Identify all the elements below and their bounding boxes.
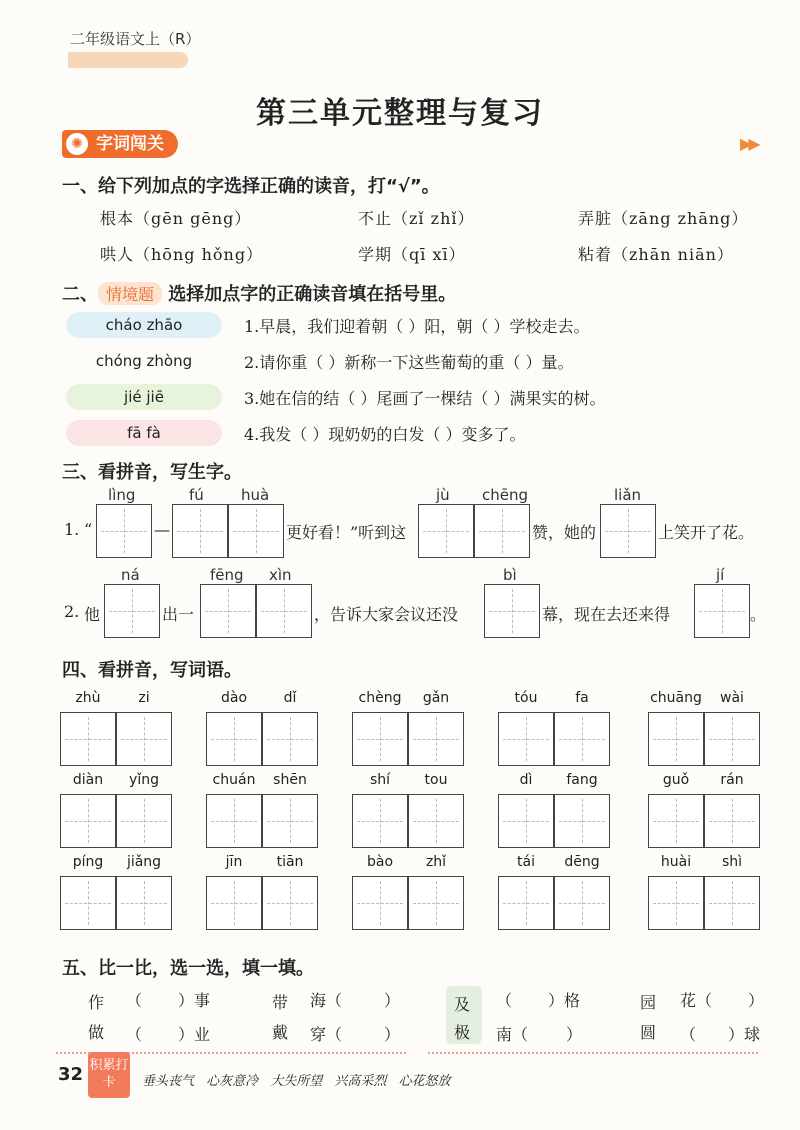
s4-pinyin: zhù bbox=[75, 690, 101, 706]
s4-pinyin: zhǐ bbox=[425, 854, 447, 870]
writing-box[interactable] bbox=[648, 794, 704, 848]
s3-pinyin: chēng bbox=[482, 486, 529, 504]
s4-pinyin: chuán bbox=[212, 772, 256, 788]
s5-text: （ bbox=[496, 991, 513, 1010]
s3-text: 上笑开了花。 bbox=[658, 523, 755, 542]
s4-pinyin: fang bbox=[566, 772, 598, 788]
writing-box[interactable] bbox=[474, 504, 530, 558]
writing-box[interactable] bbox=[116, 876, 172, 930]
s4-pinyin: rán bbox=[720, 772, 744, 788]
s5-text: 南（ bbox=[496, 1025, 529, 1044]
s3-pinyin: jù bbox=[436, 486, 450, 504]
writing-box[interactable] bbox=[408, 876, 464, 930]
idiom-list: 垂头丧气 心灰意冷 大失所望 兴高采烈 心花怒放 bbox=[142, 1074, 451, 1089]
s4-pinyin: wài bbox=[720, 690, 744, 706]
pinyin-pair: jié jiē bbox=[66, 384, 222, 410]
s4-pinyin: yǐng bbox=[129, 772, 159, 788]
s4-pinyin: chuāng bbox=[650, 690, 702, 706]
s5-text: ）格 bbox=[548, 991, 581, 1010]
s2-title-text: 选择加点字的正确读音填在括号里。 bbox=[168, 284, 457, 305]
s5-word: 圆 bbox=[640, 1023, 657, 1042]
s4-pinyin: dǐ bbox=[283, 690, 297, 706]
s4-pinyin: dào bbox=[220, 690, 248, 706]
open-quote: “ bbox=[84, 520, 93, 539]
s1-item: 学期（qī xī） bbox=[358, 245, 466, 264]
s3-pinyin: ná bbox=[121, 566, 140, 584]
writing-box[interactable] bbox=[116, 712, 172, 766]
s4-pinyin: zi bbox=[138, 690, 150, 706]
s3-text: 出一 bbox=[162, 605, 195, 624]
s5-word: 带 bbox=[272, 993, 289, 1012]
writing-box[interactable] bbox=[60, 794, 116, 848]
s5-text: ）球 bbox=[728, 1025, 761, 1044]
writing-box[interactable] bbox=[352, 794, 408, 848]
writing-box[interactable] bbox=[484, 584, 540, 638]
s5-word: 园 bbox=[640, 993, 657, 1012]
writing-box[interactable] bbox=[104, 584, 160, 638]
s4-pinyin: tái bbox=[517, 854, 535, 870]
s2-prefix: 二、 bbox=[62, 284, 98, 305]
pinyin-pair: chóng zhòng bbox=[95, 352, 193, 370]
section-5-title: 五、比一比，选一选，填一填。 bbox=[62, 958, 314, 979]
s3-text: ，告诉大家会议还没 bbox=[314, 605, 459, 624]
s3-pinyin: huà bbox=[241, 486, 270, 504]
s3-text: 幕，现在去还来得 bbox=[542, 605, 671, 624]
writing-box[interactable] bbox=[206, 712, 262, 766]
writing-box[interactable] bbox=[200, 584, 256, 638]
s5-word: 做 bbox=[88, 1023, 105, 1042]
s5-paren: ） bbox=[384, 1025, 401, 1044]
writing-box[interactable] bbox=[262, 712, 318, 766]
s4-pinyin: guǒ bbox=[662, 772, 690, 788]
s3-text: 他 bbox=[84, 605, 101, 624]
s2-sentence: 1.早晨，我们迎着朝（ ）阳，朝（ ）学校走去。 bbox=[244, 317, 590, 336]
s5-paren: ） bbox=[384, 991, 401, 1010]
page-title: 第三单元整理与复习 bbox=[256, 96, 544, 131]
s3-text: 。 bbox=[750, 605, 767, 624]
s4-pinyin: tou bbox=[424, 772, 448, 788]
s4-pinyin: tóu bbox=[514, 690, 538, 706]
s5-text: ）事 bbox=[178, 991, 211, 1010]
pinyin-pair: cháo zhāo bbox=[66, 312, 222, 338]
s3-text: 赞，她的 bbox=[532, 523, 597, 542]
s3-num: 1. bbox=[64, 520, 80, 539]
writing-box[interactable] bbox=[498, 794, 554, 848]
writing-box[interactable] bbox=[228, 504, 284, 558]
s2-sentence: 2.请你重（ ）新称一下这些葡萄的重（ ）量。 bbox=[244, 353, 574, 372]
s5-paren: （ bbox=[126, 1025, 143, 1044]
s5-text: ） bbox=[566, 1025, 583, 1044]
s4-pinyin: píng bbox=[72, 854, 104, 870]
writing-box[interactable] bbox=[206, 876, 262, 930]
s3-pinyin: bì bbox=[503, 566, 517, 584]
writing-box[interactable] bbox=[648, 712, 704, 766]
s4-pinyin: shì bbox=[721, 854, 743, 870]
s4-pinyin: tiān bbox=[276, 854, 304, 870]
s1-item: 不止（zǐ zhǐ） bbox=[358, 209, 475, 228]
s1-item: 哄人（hōng hǒng） bbox=[100, 245, 264, 264]
s5-word: 作 bbox=[88, 993, 105, 1012]
s4-pinyin: jiǎng bbox=[126, 854, 162, 870]
section-4-title: 四、看拼音，写词语。 bbox=[62, 660, 242, 681]
s3-num: 2. bbox=[64, 602, 80, 621]
writing-box[interactable] bbox=[172, 504, 228, 558]
writing-box[interactable] bbox=[60, 876, 116, 930]
s4-pinyin: fa bbox=[575, 690, 589, 706]
accumulate-badge: 积累打卡 bbox=[88, 1052, 130, 1098]
s1-item: 弄脏（zāng zhāng） bbox=[578, 209, 749, 228]
s3-pinyin: lìng bbox=[108, 486, 136, 504]
s5-text: 穿（ bbox=[310, 1025, 343, 1044]
s4-pinyin: jīn bbox=[225, 854, 243, 870]
writing-box[interactable] bbox=[256, 584, 312, 638]
writing-box[interactable] bbox=[262, 794, 318, 848]
writing-box[interactable] bbox=[408, 712, 464, 766]
s1-item: 粘着（zhān niān） bbox=[578, 245, 734, 264]
writing-box[interactable] bbox=[352, 712, 408, 766]
section-2-title bbox=[62, 280, 456, 306]
s3-pinyin: fú bbox=[189, 486, 204, 504]
s5-word: 及 bbox=[454, 995, 471, 1014]
writing-box[interactable] bbox=[116, 794, 172, 848]
writing-box[interactable] bbox=[648, 876, 704, 930]
badge-label: 字词闯关 bbox=[96, 134, 164, 154]
s2-sentence: 4.我发（ ）现奶奶的白发（ ）变多了。 bbox=[244, 425, 526, 444]
writing-box[interactable] bbox=[262, 876, 318, 930]
s3-pinyin: fēng bbox=[210, 566, 244, 584]
s5-word: 戴 bbox=[272, 1023, 289, 1042]
s5-word: 极 bbox=[454, 1023, 471, 1042]
writing-box[interactable] bbox=[554, 794, 610, 848]
writing-box[interactable] bbox=[498, 712, 554, 766]
s4-pinyin: chèng bbox=[358, 690, 402, 706]
s2-sentence: 3.她在信的结（ ）尾画了一棵结（ ）满果实的树。 bbox=[244, 389, 606, 408]
s4-pinyin: dì bbox=[519, 772, 533, 788]
s5-paren: （ bbox=[126, 991, 143, 1010]
writing-box[interactable] bbox=[96, 504, 152, 558]
s5-text: 花（ bbox=[680, 991, 713, 1010]
s4-pinyin: gǎn bbox=[422, 690, 450, 706]
pinyin-pair: fā fà bbox=[66, 420, 222, 446]
s1-item: 根本（gēn gēng） bbox=[100, 209, 252, 228]
dash: — bbox=[154, 520, 170, 539]
s4-pinyin: dēng bbox=[564, 854, 600, 870]
writing-box[interactable] bbox=[418, 504, 474, 558]
writing-box[interactable] bbox=[352, 876, 408, 930]
writing-box[interactable] bbox=[704, 876, 760, 930]
s5-text: ）业 bbox=[178, 1025, 211, 1044]
writing-box[interactable] bbox=[554, 712, 610, 766]
s4-pinyin: shēn bbox=[273, 772, 307, 788]
s5-text: 海（ bbox=[310, 991, 343, 1010]
bulb-icon: ✺ bbox=[64, 131, 90, 157]
s5-text: （ bbox=[680, 1025, 697, 1044]
s3-pinyin: jí bbox=[716, 566, 725, 584]
header-decoration bbox=[68, 52, 188, 68]
s4-pinyin: huài bbox=[660, 854, 692, 870]
s4-pinyin: shí bbox=[369, 772, 391, 788]
grade-tag: 二年级语文上（R） bbox=[70, 30, 201, 48]
writing-box[interactable] bbox=[554, 876, 610, 930]
writing-box[interactable] bbox=[600, 504, 656, 558]
writing-box[interactable] bbox=[704, 794, 760, 848]
writing-box[interactable] bbox=[498, 876, 554, 930]
s3-pinyin: liǎn bbox=[614, 486, 642, 504]
s5-paren: ） bbox=[748, 991, 765, 1010]
divider bbox=[428, 1052, 758, 1054]
writing-box[interactable] bbox=[408, 794, 464, 848]
writing-box[interactable] bbox=[60, 712, 116, 766]
section-1-title: 一、给下列加点的字选择正确的读音，打“√”。 bbox=[62, 176, 440, 197]
section-3-title: 三、看拼音，写生字。 bbox=[62, 462, 242, 483]
s4-pinyin: diàn bbox=[72, 772, 104, 788]
s3-pinyin: xìn bbox=[269, 566, 292, 584]
page-number: 32 bbox=[58, 1064, 84, 1085]
next-arrows-icon: ▶▶ bbox=[740, 134, 757, 153]
s4-pinyin: bào bbox=[366, 854, 394, 870]
writing-box[interactable] bbox=[704, 712, 760, 766]
context-tag: 情境题 bbox=[98, 282, 162, 305]
s3-text: 更好看！”听到这 bbox=[286, 523, 407, 542]
writing-box[interactable] bbox=[206, 794, 262, 848]
writing-box[interactable] bbox=[694, 584, 750, 638]
